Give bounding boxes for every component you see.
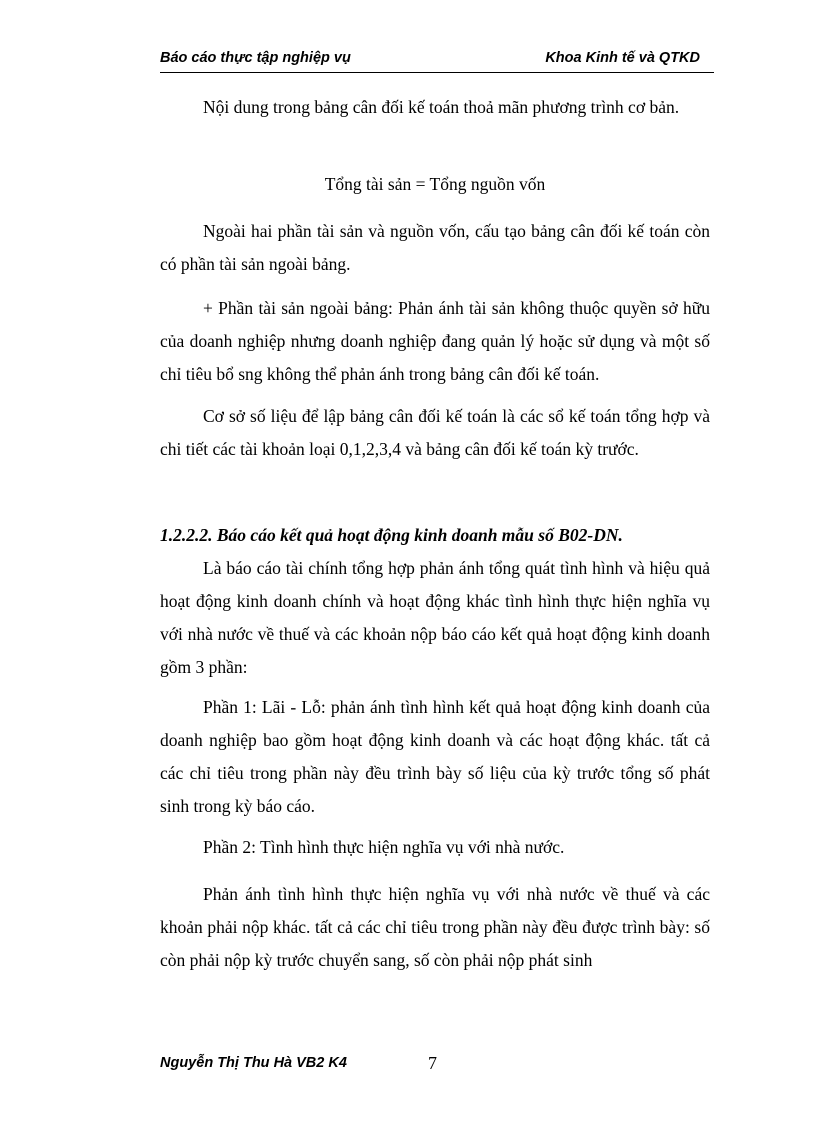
body-block-equation — [160, 168, 710, 201]
body-block-4 — [160, 400, 710, 466]
paragraph-data-sources: Cơ sở số liệu để lập bảng cân đối kế toán là các sổ kế toán tổng hợp và chi tiết các tài khoản loại 0,1,2,3,4 và bảng cân đối kế toán kỳ trước. — [160, 406, 710, 459]
body-block-2 — [160, 215, 710, 281]
page-header — [160, 50, 714, 73]
body-block-3 — [160, 292, 710, 391]
section-heading: 1.2.2.2. Báo cáo kết quả hoạt động kinh doanh mẫu số B02-DN. — [160, 525, 623, 545]
header-report-title: Báo cáo thực tập nghiệp vụ — [160, 50, 351, 66]
paragraph-off-balance-detail: + Phần tài sản ngoài bảng: Phản ánh tài sản không thuộc quyền sở hữu của doanh nghiệp nhưng doanh nghiệp đang quản lý hoặc sử dụng và một số chỉ tiêu bổ sng không thể phản ánh trong bảng cân đối kế toán. — [160, 298, 710, 384]
body-block-7 — [160, 831, 710, 864]
paragraph-part-1: Phần 1: Lãi - Lỗ: phản ánh tình hình kết quả hoạt động kinh doanh của doanh nghiệp bao gồm hoạt động kinh doanh và các hoạt động khác. tất cả các chỉ tiêu trong phần này đều trình bày số liệu của kỳ trước tổng số phát sinh trong kỳ báo cáo. — [160, 697, 710, 816]
paragraph-income-statement: Là báo cáo tài chính tổng hợp phản ánh tổng quát tình hình và hiệu quả hoạt động kinh doanh chính và hoạt động khác tình hình thực hiện nghĩa vụ với nhà nước về thuế và các khoản nộp báo cáo kết quả hoạt động kinh doanh gồm 3 phần: — [160, 558, 710, 677]
paragraph-part-2-detail: Phản ánh tình hình thực hiện nghĩa vụ với nhà nước về thuế và các khoản phải nộp khác. tất cả các chỉ tiêu trong phần này đều được trình bày: số còn phải nộp kỳ trước chuyển sang, số còn phải nộp phát sinh — [160, 884, 710, 970]
page-number: 7 — [428, 1053, 437, 1073]
body-block-1 — [160, 91, 710, 124]
body-block-8 — [160, 878, 710, 977]
header-faculty: Khoa Kinh tế và QTKD — [545, 50, 700, 66]
body-block-6 — [160, 691, 710, 823]
balance-equation: Tổng tài sản = Tổng nguồn vốn — [324, 174, 546, 194]
paragraph-off-balance-intro: Ngoài hai phần tài sản và nguồn vốn, cấu tạo bảng cân đối kế toán còn có phần tài sản ngoài bảng. — [160, 221, 710, 274]
paragraph-part-2: Phần 2: Tình hình thực hiện nghĩa vụ với nhà nước. — [203, 837, 565, 857]
body-block-5 — [160, 519, 710, 684]
footer-author: Nguyễn Thị Thu Hà VB2 K4 — [160, 1055, 347, 1071]
paragraph-equation-intro: Nội dung trong bảng cân đối kế toán thoả mãn phương trình cơ bản. — [203, 97, 680, 117]
